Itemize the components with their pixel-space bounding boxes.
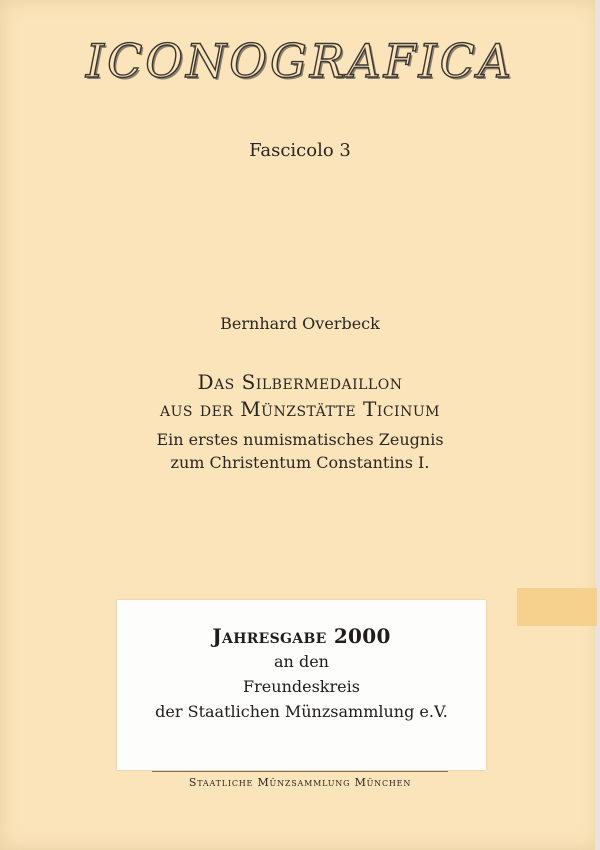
publisher-divider (152, 771, 448, 772)
series-title: ICONOGRAFICA (85, 34, 515, 88)
book-title-line-1: Das Silbermedaillon (197, 370, 403, 394)
gift-label (117, 600, 486, 770)
adhesive-tape (517, 588, 597, 626)
label-heading: Jahresgabe 2000 (212, 624, 391, 648)
label-line: Freundeskreis (243, 677, 360, 696)
book-title-line-2: aus der Münzstätte Ticinum (160, 397, 440, 421)
background-edge (595, 0, 600, 850)
label-line: an den (274, 652, 329, 671)
book-subtitle-line-2: zum Christentum Constantins I. (170, 453, 430, 472)
label-line: der Staatlichen Münzsammlung e.V. (155, 702, 448, 721)
author-name: Bernhard Overbeck (220, 314, 380, 333)
publisher-name: Staatliche Münzsammlung München (188, 776, 412, 789)
book-subtitle-line-1: Ein erstes numismatisches Zeugnis (156, 430, 444, 449)
fascicle-number: Fascicolo 3 (249, 140, 351, 161)
